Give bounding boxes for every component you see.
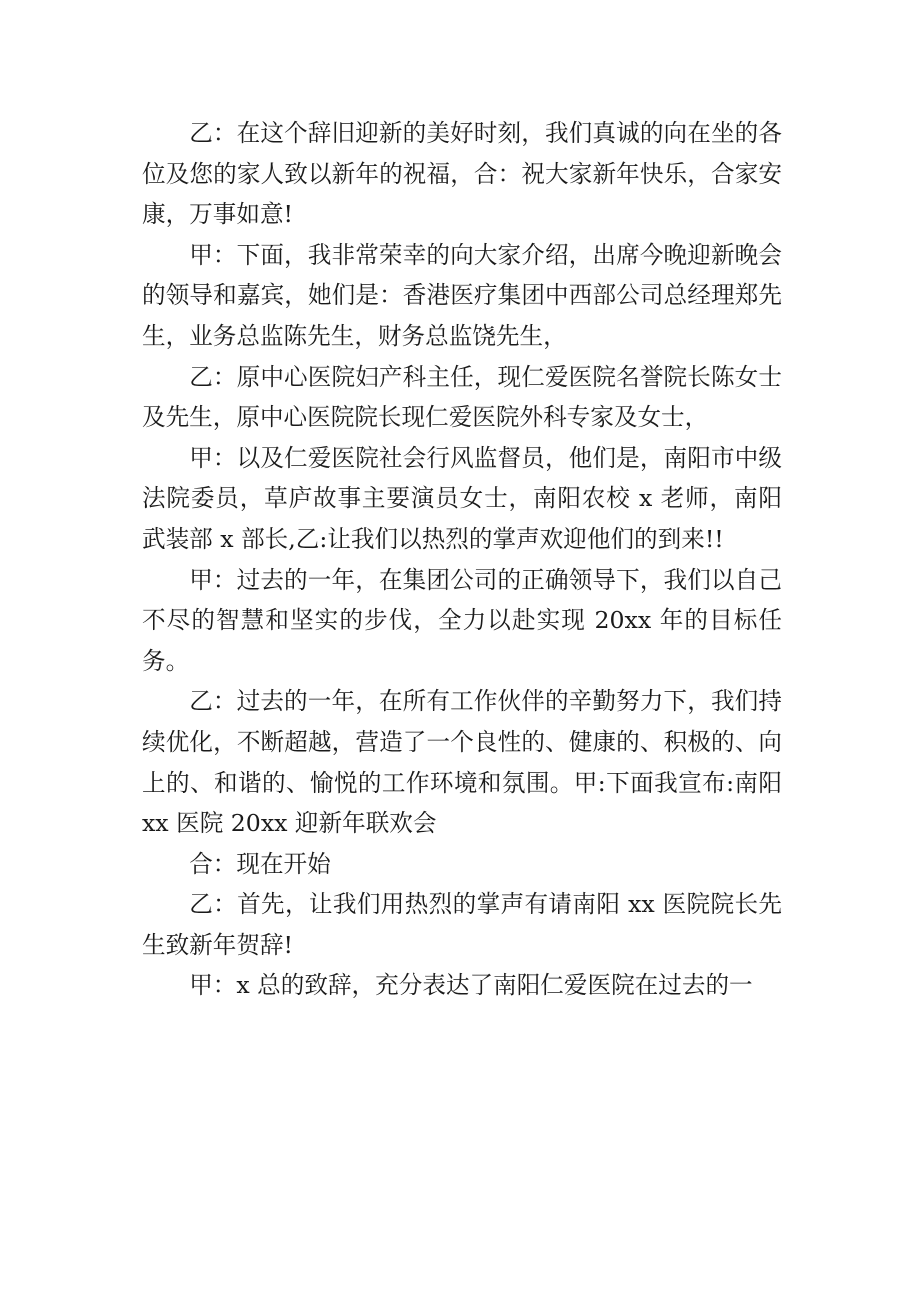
paragraph-3: 乙：原中心医院妇产科主任，现仁爱医院名誉院长陈女士及先生，原中心医院院长现仁爱医院外科专家及女士，: [142, 362, 782, 432]
paragraph-9: 甲：x 总的致辞，充分表达了南阳仁爱医院在过去的一: [189, 971, 753, 1000]
paragraph-6: 乙：过去的一年，在所有工作伙伴的辛勤努力下，我们持续优化，不断超越，营造了一个良性的、健康的、积极的、向上的、和谐的、愉悦的工作环境和氛围。甲:下面我宣布:南阳 xx 医院 20xx 迎新年联欢会: [142, 687, 782, 838]
document-body: [142, 113, 782, 1006]
paragraph-1: 乙：在这个辞旧迎新的美好时刻，我们真诚的向在坐的各位及您的家人致以新年的祝福，合：祝大家新年快乐，合家安康，万事如意!: [142, 119, 782, 229]
paragraph-8: 乙：首先，让我们用热烈的掌声有请南阳 xx 医院院长先生致新年贺辞!: [142, 890, 782, 959]
paragraph-2: 甲：下面，我非常荣幸的向大家介绍，出席今晚迎新晚会的领导和嘉宾，她们是：香港医疗集团中西部公司总经理郑先生，业务总监陈先生，财务总监饶先生，: [142, 240, 782, 350]
paragraph-5: 甲：过去的一年，在集团公司的正确领导下，我们以自己不尽的智慧和坚实的步伐，全力以赴实现 20xx 年的目标任务。: [142, 565, 782, 675]
paragraph-7: 合：现在开始: [189, 849, 331, 878]
paragraph-4: 甲：以及仁爱医院社会行风监督员，他们是，南阳市中级法院委员，草庐故事主要演员女士，南阳农校 x 老师，南阳武装部 x 部长,乙:让我们以热烈的掌声欢迎他们的到来!!: [142, 443, 782, 553]
